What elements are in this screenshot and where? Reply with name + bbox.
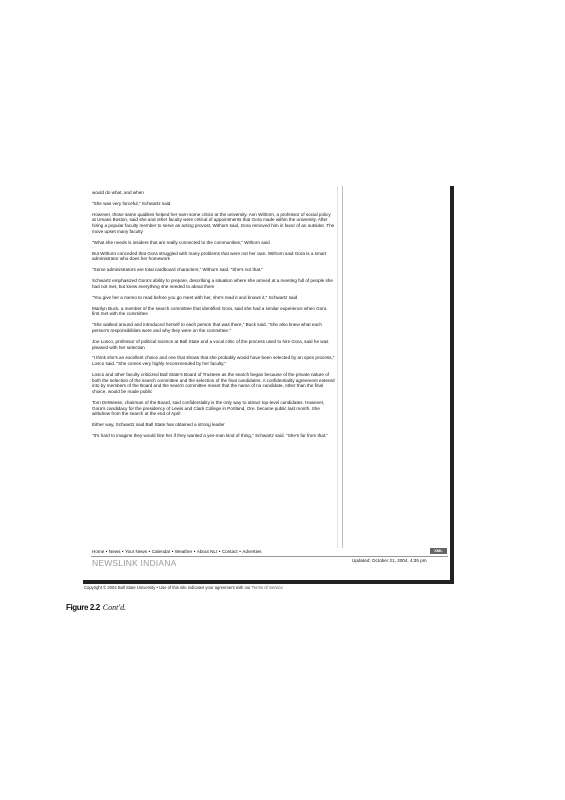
figure-caption — [66, 603, 126, 613]
article-paragraph: Either way, Schwartz said Ball State has obtained a strong leader — [92, 422, 225, 428]
frame-shadow-bottom — [83, 580, 454, 584]
figure-label: Figure 2.2 — [66, 603, 100, 612]
copyright-line — [84, 585, 283, 591]
article-paragraph: But Withorn conceded that Gora struggled with many problems that were not her own. Withorn said Gora is a smart administrator who does her homework — [92, 250, 327, 262]
footer-link-weather[interactable]: Weather — [174, 549, 193, 554]
article-paragraph: "I think she's an excellent choice and one that shows that she probably would have been selected by an open process," Losco said. "She comes very highly recommended by her faculty." — [92, 355, 335, 367]
article-paragraph: Losco and other faculty criticized Ball State's Board of Trustees as the search began because of the private nature of both the selection of the search committee and the selection of the final candidates. A confidentiality agreement entered into by members of the Board and the search committee meant that the name of no candidate, other than the final choice, would be made public — [92, 372, 335, 395]
updated-timestamp: Updated: October 21, 2004, 4:35 pm — [352, 558, 427, 563]
sidebar-divider — [342, 186, 343, 548]
bullet-separator: • — [148, 549, 151, 554]
article-paragraph: "What she needs is insiders that are really connected to the communities," Withorn said — [92, 239, 270, 245]
article-paragraph: "Some administrators are total cardboard characters," Withorn said. "She's not that." — [92, 267, 264, 273]
figure-continued-label: Cont'd. — [102, 603, 127, 612]
bullet-separator: • — [193, 549, 196, 554]
sidebar-divider-inner — [337, 186, 338, 548]
bullet-separator: • — [239, 549, 241, 554]
article-paragraph: Joe Losco, professor of political science at Ball State and a vocal critic of the process used to hire Gora, said he was pleased with her selection — [92, 338, 329, 350]
footer-link-calendar[interactable]: Calendar — [151, 549, 171, 554]
footer-link-advertise[interactable]: Adverties — [242, 549, 262, 554]
bullet-separator: • — [218, 549, 221, 554]
footer-nav — [92, 549, 261, 555]
article-paragraph: would do what, and when — [92, 190, 144, 195]
article-paragraph: However, those same qualities helped her earn some critics at the university. Ann Withorn, a professor of social policy at Umass Boston, said she and other faculty were critical of appointments that Gora made within the university. After hiring a popular faculty member to serve as acting provost, Withorn said, Gora removed him in favor of an outsider. The move upset many faculty — [92, 211, 335, 234]
xml-feed-badge[interactable]: XML — [430, 548, 447, 554]
footer-divider — [91, 556, 448, 557]
footer-link-your-news[interactable]: Your News — [124, 549, 148, 554]
article-paragraph: Tom DeWeese, chairman of the Board, said confidentiality is the only way to attract top-level candidates. However, Gora's candidacy for the presidency of Lewis and Clark College in Portland, Ore. became public last month. She withdrew from the search at the end of April — [92, 400, 325, 417]
footer-link-about[interactable]: About NLI — [196, 549, 218, 554]
bullet-separator: • — [105, 549, 108, 554]
footer-link-news[interactable]: News — [108, 549, 121, 554]
article-paragraph: Marilyn Buck, a member of the search committee that identified Gora, said she had a similar experience when Gora first met with the committee — [92, 305, 327, 317]
site-logo[interactable]: NEWSLINK INDIANA — [92, 558, 177, 568]
article-body — [92, 190, 335, 444]
article-paragraph: "You give her a memo to read before you go meet with her, she's read it and knows it," Schwartz said — [92, 294, 298, 300]
article-paragraph: "She walked around and introduced herself to each person that was there," Buck said. "She also knew what each person's responsibilities were and why they were on the committee." — [92, 322, 322, 333]
article-paragraph: Schwartz emphasized Gora's ability to prepare, describing a situation where she arrived at a meeting full of people she had not met, but knew everything she needed to about them — [92, 278, 333, 289]
copyright-text: Copyright © 2004 Ball State University • Use of this site indicates your agreement with our — [84, 585, 251, 590]
article-paragraph: "It's hard to imagine they would hire her if they wanted a yes-man kind of thing," Schwartz said. "She's far from that." — [92, 433, 329, 439]
footer-link-home[interactable]: Home — [92, 549, 105, 554]
footer-link-contact[interactable]: Contact — [221, 549, 238, 554]
article-paragraph: "She was very forceful," Schwartz said — [92, 200, 171, 206]
terms-of-service-link[interactable]: Terms of Service — [251, 585, 283, 590]
bullet-separator: • — [171, 549, 174, 554]
bullet-separator: • — [121, 549, 124, 554]
frame-shadow-right — [450, 186, 454, 584]
